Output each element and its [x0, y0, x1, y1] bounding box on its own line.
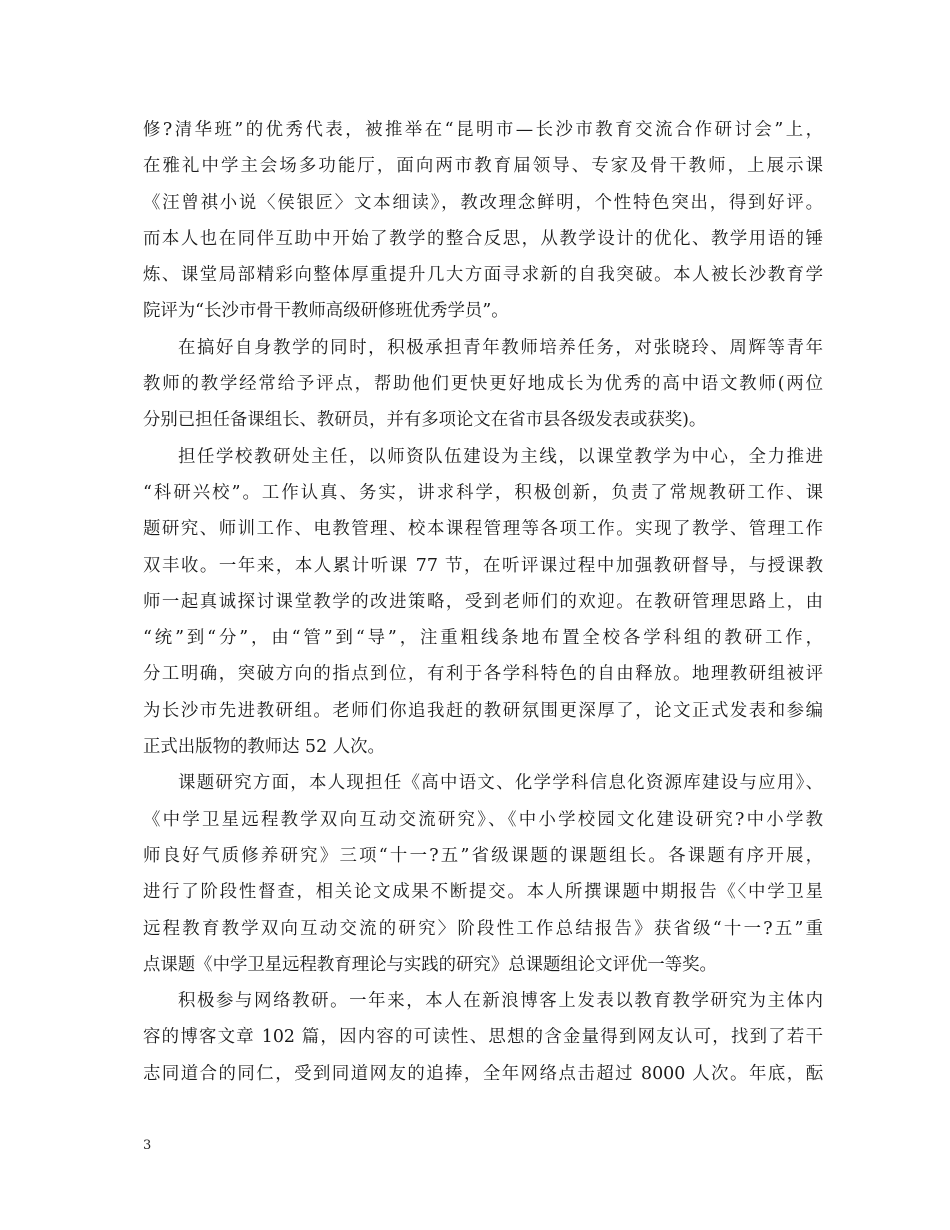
- text-line: 修?清华班”的优秀代表，被推举在“昆明市—长沙市教育交流合作研讨会”上，: [143, 120, 823, 140]
- body-text: [143, 112, 823, 1092]
- text-line: 在搞好自身教学的同时，积极承担青年教师培养任务，对张晓玲、周辉等青年: [178, 337, 823, 358]
- text-line: “统”到“分”，由“管”到“导”，注重粗线条地布置全校各学科组的教研工作，: [143, 628, 823, 649]
- page-number: 3: [143, 1138, 152, 1153]
- text-line: 师一起真诚探讨课堂教学的改进策略，受到老师们的欢迎。在教研管理思路上，由: [143, 591, 823, 612]
- text-line: 担任学校教研处主任，以师资队伍建设为主线，以课堂教学为中心，全力推进: [178, 446, 823, 467]
- text-line: 容的博客文章 102 篇，因内容的可读性、思想的含金量得到网友认可，找到了若干: [143, 1027, 823, 1048]
- text-line: 远程教育教学双向互动交流的研究〉阶段性工作总结报告》获省级“十一?五”重: [143, 918, 823, 939]
- text-line: 教师的教学经常给予评点，帮助他们更快更好地成长为优秀的高中语文教师(两位: [143, 374, 823, 395]
- text-line: 志同道合的同仁，受到同道网友的追捧，全年网络点击超过 8000 人次。年底，酝: [143, 1063, 823, 1084]
- text-line: 而本人也在同伴互助中开始了教学的整合反思，从教学设计的优化、教学用语的锤: [143, 228, 823, 249]
- text-line: 《中学卫星远程教学双向互动交流研究》、《中小学校园文化建设研究?中小学教: [143, 809, 823, 830]
- text-line: 点课题《中学卫星远程教育理论与实践的研究》总课题组论文评优一等奖。: [143, 954, 717, 975]
- text-line: 《汪曾祺小说〈侯银匠〉文本细读》，教改理念鲜明，个性特色突出，得到好评。: [143, 192, 823, 213]
- text-line: 分工明确，突破方向的指点到位，有利于各学科特色的自由释放。地理教研组被评: [143, 664, 823, 685]
- text-line: 课题研究方面，本人现担任《高中语文、化学学科信息化资源库建设与应用》、: [178, 773, 823, 794]
- text-line: 题研究、师训工作、电教管理、校本课程管理等各项工作。实现了教学、管理工作: [143, 519, 823, 540]
- text-line: 双丰收。一年来，本人累计听课 77 节，在听评课过程中加强教研督导，与授课教: [143, 555, 823, 576]
- text-line: 师良好气质修养研究》三项“十一?五”省级课题的课题组长。各课题有序开展，: [143, 845, 823, 866]
- text-line: 为长沙市先进教研组。老师们你追我赶的教研氛围更深厚了，论文正式发表和参编: [143, 700, 823, 721]
- text-line: 积极参与网络教研。一年来，本人在新浪博客上发表以教育教学研究为主体内: [178, 991, 823, 1012]
- text-line: 正式出版物的教师达 52 人次。: [143, 737, 385, 758]
- text-line: 分别已担任备课组长、教研员，并有多项论文在省市县各级发表或获奖)。: [143, 410, 707, 431]
- text-line: 院评为“长沙市骨干教师高级研修班优秀学员”。: [143, 301, 509, 322]
- text-line: “科研兴校”。工作认真、务实，讲求科学，积极创新，负责了常规教研工作、课: [143, 482, 823, 503]
- text-line: 炼、课堂局部精彩向整体厚重提升几大方面寻求新的自我突破。本人被长沙教育学: [143, 265, 823, 286]
- text-line: 在雅礼中学主会场多功能厅，面向两市教育届领导、专家及骨干教师，上展示课: [143, 156, 823, 177]
- text-line: 进行了阶段性督查，相关论文成果不断提交。本人所撰课题中期报告《〈中学卫星: [143, 882, 823, 903]
